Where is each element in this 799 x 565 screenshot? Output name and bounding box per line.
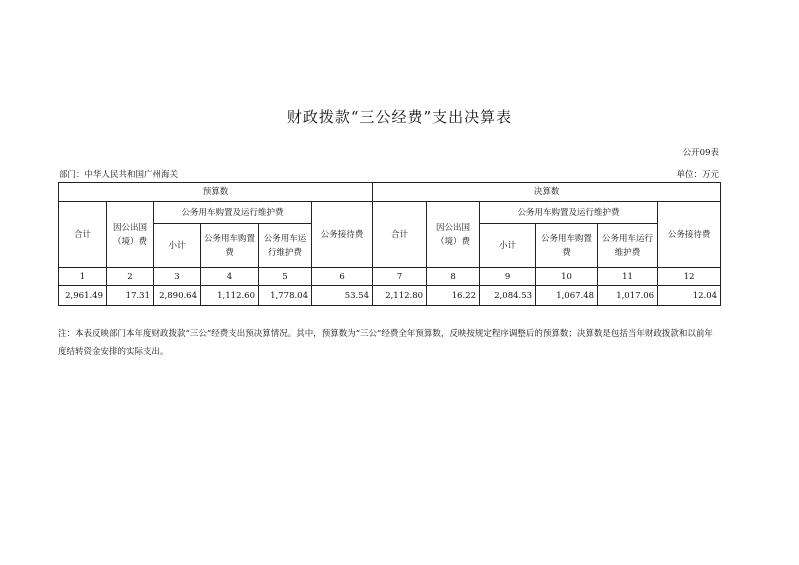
unit-label: 单位：万元 — [676, 170, 719, 180]
final-subtotal-value: 2,084.53 — [480, 286, 536, 306]
budget-total-value: 2,961.49 — [59, 286, 107, 306]
index-cell: 10 — [536, 268, 598, 286]
final-vehicle-maint-header: 公务用车运行维护费 — [598, 224, 658, 268]
index-cell: 4 — [201, 268, 259, 286]
budget-total-header: 合计 — [59, 202, 107, 268]
budget-vehicle-maint-header: 公务用车运行维护费 — [259, 224, 312, 268]
index-cell: 8 — [427, 268, 480, 286]
final-vehicle-purchase-header: 公务用车购置费 — [536, 224, 598, 268]
index-cell: 3 — [154, 268, 201, 286]
index-cell: 1 — [59, 268, 107, 286]
budget-header: 预算数 — [59, 183, 373, 202]
department-label: 部门：中华人民共和国广州海关 — [59, 170, 179, 180]
budget-reception-value: 53.54 — [312, 286, 373, 306]
budget-abroad-value: 17.31 — [107, 286, 154, 306]
index-cell: 12 — [658, 268, 721, 286]
index-cell: 6 — [312, 268, 373, 286]
table-note: 注：本表反映部门本年度财政拨款“三公”经费支出预决算情况。其中，预算数为“三公”经费全年预算数，反映按规定程序调整后的预算数；决算数是包括当年财政拨款和以前年度结转资金安排的实际支出。 — [58, 329, 713, 357]
final-vehicle-maint-value: 1,017.06 — [598, 286, 658, 306]
final-vehicle-purchase-value: 1,067.48 — [536, 286, 598, 306]
budget-vehicle-maint-value: 1,778.04 — [259, 286, 312, 306]
table-row-index — [59, 268, 721, 286]
index-cell: 7 — [373, 268, 427, 286]
index-cell: 2 — [107, 268, 154, 286]
budget-subtotal-header: 小计 — [154, 224, 201, 268]
index-cell: 5 — [259, 268, 312, 286]
final-vehicle-group-header: 公务用车购置及运行维护费 — [480, 202, 658, 224]
budget-abroad-header: 因公出国（境）费 — [107, 202, 154, 268]
budget-reception-header: 公务接待费 — [312, 202, 373, 268]
budget-vehicle-purchase-value: 1,112.60 — [201, 286, 259, 306]
final-reception-value: 12.04 — [658, 286, 721, 306]
final-header: 决算数 — [373, 183, 721, 202]
budget-vehicle-purchase-header: 公务用车购置费 — [201, 224, 259, 268]
budget-subtotal-value: 2,890.64 — [154, 286, 201, 306]
index-cell: 11 — [598, 268, 658, 286]
table-row-values — [59, 286, 721, 306]
form-number: 公开09表 — [682, 148, 719, 158]
budget-vehicle-group-header: 公务用车购置及运行维护费 — [154, 202, 312, 224]
final-total-header: 合计 — [373, 202, 427, 268]
index-cell: 9 — [480, 268, 536, 286]
expenditure-table — [58, 182, 721, 306]
final-total-value: 2,112.80 — [373, 286, 427, 306]
final-abroad-value: 16.22 — [427, 286, 480, 306]
final-reception-header: 公务接待费 — [658, 202, 721, 268]
final-abroad-header: 因公出国（境）费 — [427, 202, 480, 268]
page-title: 财政拨款“三公经费”支出决算表 — [286, 108, 513, 126]
final-subtotal-header: 小计 — [480, 224, 536, 268]
